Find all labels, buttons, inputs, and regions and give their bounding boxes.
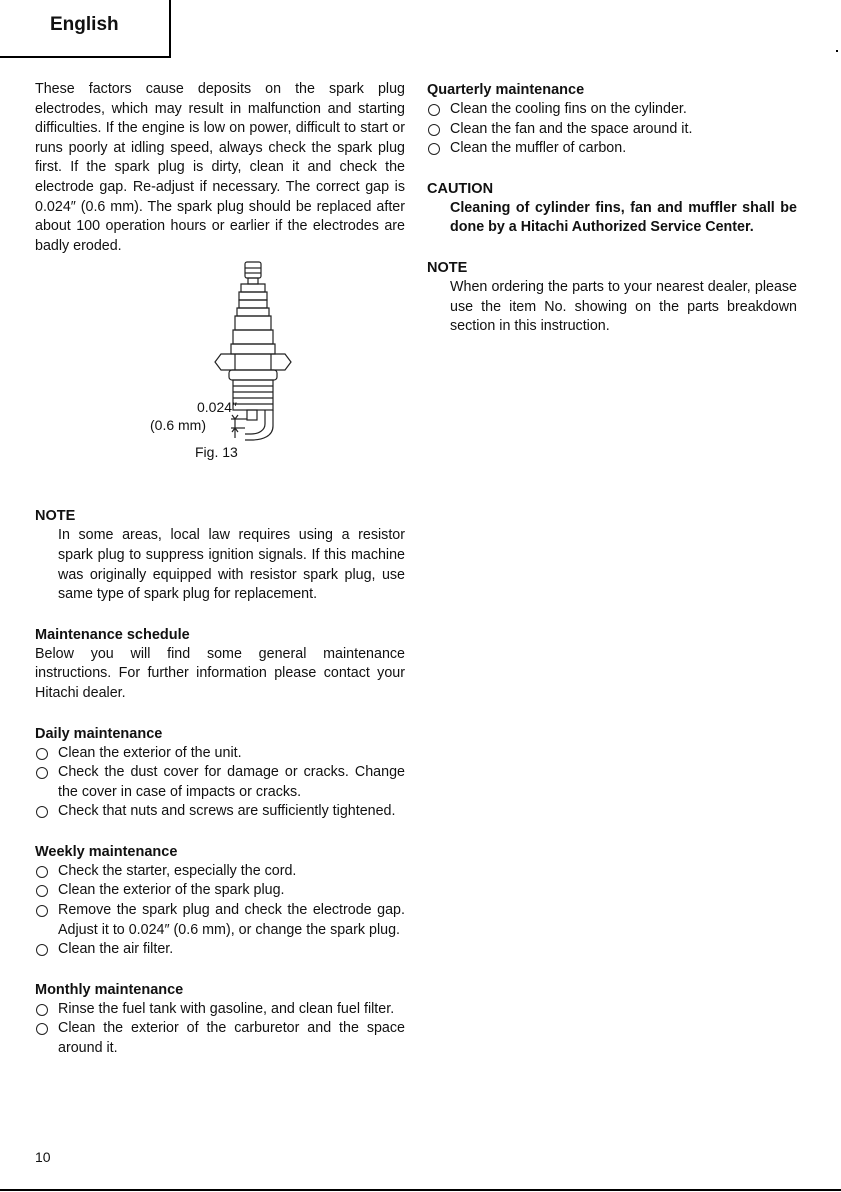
weekly-maintenance-heading: Weekly maintenance bbox=[35, 843, 178, 860]
language-tab bbox=[0, 0, 171, 58]
spark-plug-illustration bbox=[35, 256, 405, 466]
note-text: In some areas, local law requires using a resistor spark plug to suppress ignition signals. If this machine was originally equipped with resistor spark plug, use same type of spark plug for replacement. bbox=[58, 527, 405, 603]
list-item: Clean the exterior of the unit. bbox=[35, 744, 405, 764]
right-column bbox=[427, 80, 797, 337]
gap-mm-label: (0.6 mm) bbox=[150, 417, 206, 434]
figure-caption: Fig. 13 bbox=[195, 444, 238, 461]
list-item: Rinse the fuel tank with gasoline, and clean fuel filter. bbox=[35, 1000, 405, 1020]
circle-bullet-icon bbox=[428, 143, 440, 155]
caution-heading: CAUTION bbox=[427, 180, 494, 197]
list-item: Clean the exterior of the spark plug. bbox=[35, 881, 405, 901]
note-heading: NOTE bbox=[427, 259, 468, 276]
gap-inch-label: 0.024″ bbox=[197, 399, 237, 416]
monthly-maintenance-list bbox=[35, 1000, 405, 1059]
note-text: When ordering the parts to your nearest dealer, please use the item No. showing on the parts breakdown section in this instruction. bbox=[450, 278, 797, 335]
circle-bullet-icon bbox=[36, 748, 48, 760]
circle-bullet-icon bbox=[36, 1023, 48, 1035]
list-item: Clean the cooling fins on the cylinder. bbox=[427, 100, 797, 120]
weekly-maintenance-list bbox=[35, 862, 405, 960]
quarterly-maintenance-heading: Quarterly maintenance bbox=[427, 82, 585, 98]
list-item: Clean the air filter. bbox=[35, 940, 405, 960]
circle-bullet-icon bbox=[428, 104, 440, 116]
daily-maintenance-heading: Daily maintenance bbox=[35, 725, 163, 742]
monthly-maintenance-heading: Monthly maintenance bbox=[35, 981, 184, 998]
list-item: Check the dust cover for damage or cracks. Change the cover in case of impacts or cracks. bbox=[35, 763, 405, 802]
daily-maintenance-list bbox=[35, 744, 405, 822]
list-item: Remove the spark plug and check the electrode gap. Adjust it to 0.024″ (0.6 mm), or change the spark plug. bbox=[35, 901, 405, 940]
list-item: Clean the fan and the space around it. bbox=[427, 120, 797, 140]
circle-bullet-icon bbox=[36, 944, 48, 956]
maintenance-schedule-text: Below you will find some general maintenance instructions. For further information please contact your Hitachi dealer. bbox=[35, 645, 405, 701]
page-number: 10 bbox=[35, 1149, 51, 1165]
quarterly-maintenance-list bbox=[427, 100, 797, 159]
maintenance-schedule-heading: Maintenance schedule bbox=[35, 626, 190, 643]
circle-bullet-icon bbox=[36, 866, 48, 878]
list-item: Check the starter, especially the cord. bbox=[35, 862, 405, 882]
circle-bullet-icon bbox=[36, 767, 48, 779]
margin-mark bbox=[836, 50, 838, 52]
circle-bullet-icon bbox=[36, 885, 48, 897]
circle-bullet-icon bbox=[36, 806, 48, 818]
circle-bullet-icon bbox=[428, 124, 440, 136]
list-item: Clean the exterior of the carburetor and the space around it. bbox=[35, 1019, 405, 1058]
circle-bullet-icon bbox=[36, 905, 48, 917]
language-label: English bbox=[50, 14, 119, 35]
caution-text: Cleaning of cylinder fins, fan and muffler shall be done by a Hitachi Authorized Service Center. bbox=[450, 199, 797, 236]
list-item: Check that nuts and screws are sufficiently tightened. bbox=[35, 802, 405, 822]
left-column bbox=[35, 80, 405, 1059]
circle-bullet-icon bbox=[36, 1004, 48, 1016]
bottom-rule bbox=[0, 1189, 841, 1191]
intro-paragraph: These factors cause deposits on the spark plug electrodes, which may result in malfunction and starting difficulties. If the engine is low on power, difficult to start or runs poorly at idling speed, always check the spark plug first. If the spark plug is dirty, clean it and check the electrode gap. Re-adjust if necessary. The correct gap is 0.024″ (0.6 mm). The spark plug should be replaced after about 100 operation hours or earlier if the electrodes are badly eroded. bbox=[35, 81, 405, 254]
note-heading: NOTE bbox=[35, 508, 76, 525]
list-item: Clean the muffler of carbon. bbox=[427, 139, 797, 159]
figure-13 bbox=[35, 256, 405, 506]
